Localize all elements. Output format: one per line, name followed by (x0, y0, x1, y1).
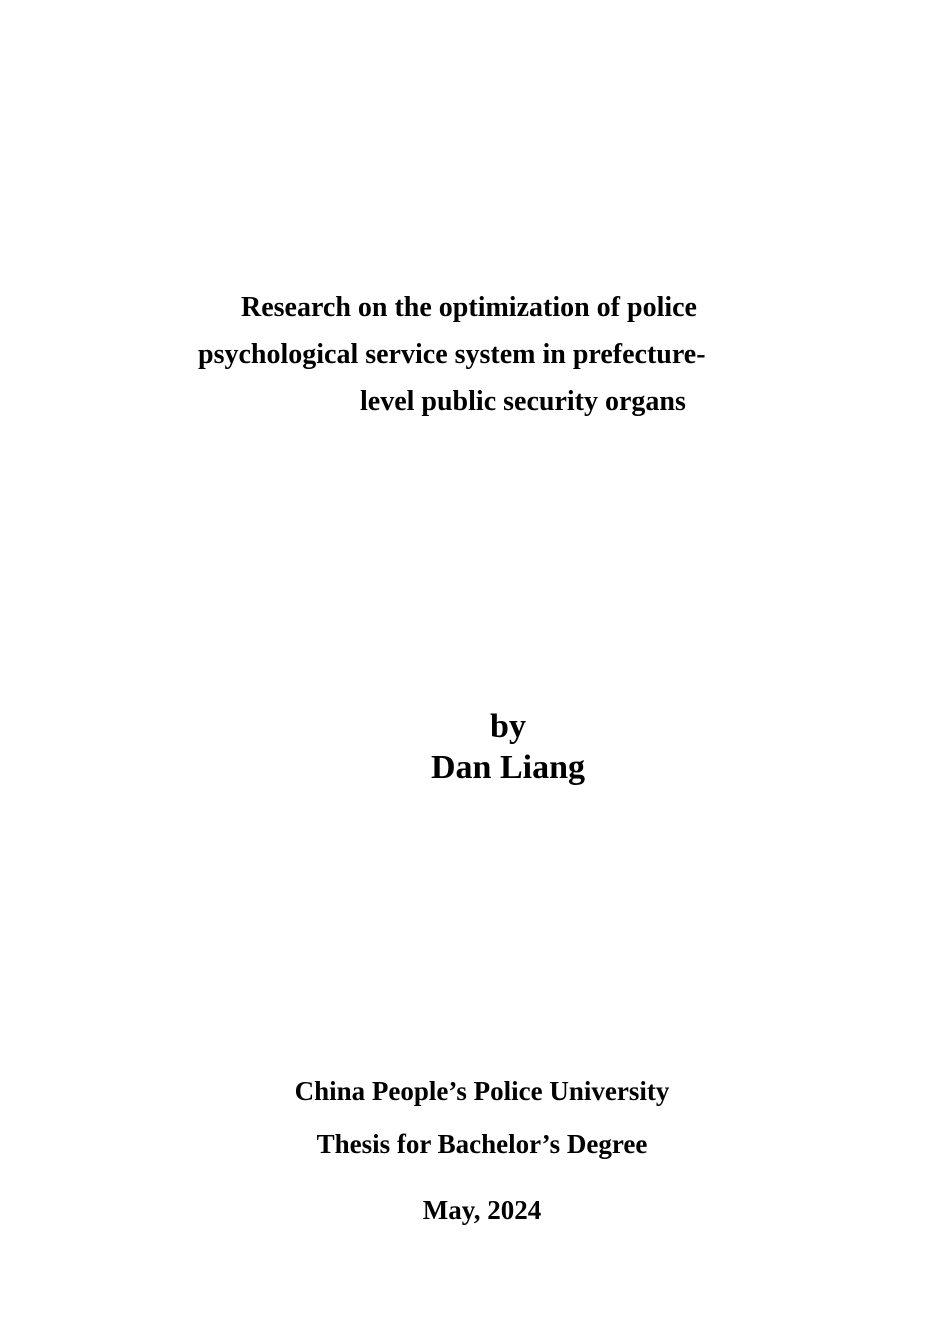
author-name: Dan Liang (431, 749, 585, 786)
title-line-3: level public security organs (360, 386, 686, 417)
submission-date: May, 2024 (422, 1195, 542, 1225)
university-name: China People’s Police University (294, 1076, 670, 1106)
by-label: by (490, 708, 526, 745)
degree-label: Thesis for Bachelor’s Degree (316, 1129, 648, 1159)
title-line-2: psychological service system in prefecture- (198, 339, 706, 370)
title-line-1: Research on the optimization of police (241, 292, 697, 323)
